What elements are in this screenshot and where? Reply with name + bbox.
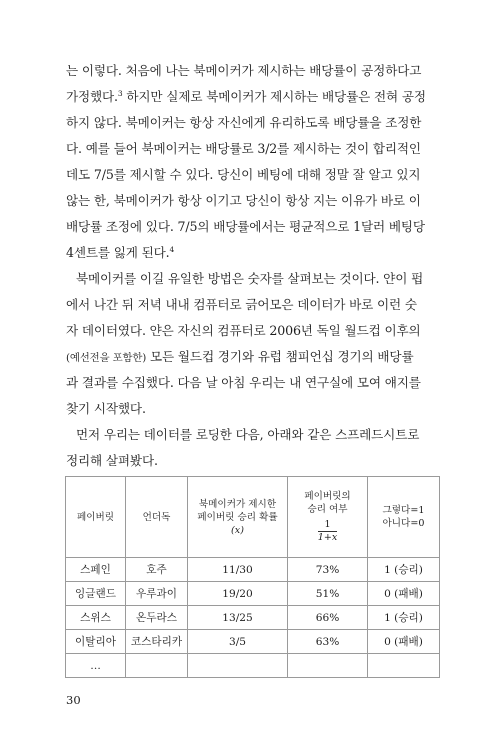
paragraph-3 [66,422,440,474]
header-odds: 북메이커가 제시한 페이버릿 승리 확률 (x) [188,477,288,558]
paragraph-2 [66,266,440,422]
text-line: 에서 나간 뒤 저녁 내내 컴퓨터로 긁어모은 데이터가 바로 이런 숫 [66,297,417,312]
cell-underdog: 코스타리카 [126,630,188,654]
fraction-formula: $\frac{1}{1+x}$ [317,519,338,543]
cell-probability: 66% [288,606,368,630]
cell-favorite: 스위스 [66,606,126,630]
table-row [66,558,440,582]
cell-probability: 73% [288,558,368,582]
header-outcome: 그렇다=1 아니다=0 [368,477,440,558]
table-row-ellipsis [66,654,440,678]
cell-underdog: 우루과이 [126,582,188,606]
cell-probability: 51% [288,582,368,606]
text-line: 데도 7/5를 제시할 수 있다. 당신이 베팅에 대해 정말 잘 알고 있지 [66,167,421,182]
table-row [66,630,440,654]
cell-underdog: 호주 [126,558,188,582]
odds-table [65,476,440,678]
text-line: 먼저 우리는 데이터를 로딩한 다음, 아래와 같은 스프레드시트로 [76,427,420,442]
text-line: (예선전을 포함한) 모든 월드컵 경기와 유럽 챔피언십 경기의 배당률 [66,349,414,364]
cell-odds: 13/25 [188,606,288,630]
page-number: 30 [66,693,81,707]
text-line: 자 데이터였다. 얀은 자신의 컴퓨터로 2006년 독일 월드컵 이후의 [66,323,421,338]
text-line: 하지 않다. 북메이커는 항상 자신에게 유리하도록 배당률을 조정한 [66,115,422,130]
text-line: 않는 한, 북메이커가 항상 이기고 당신이 항상 지는 이유가 바로 이 [66,193,421,208]
cell-odds: 3/5 [188,630,288,654]
cell-odds: 11/30 [188,558,288,582]
cell-odds: 19/20 [188,582,288,606]
cell-favorite: 이탈리아 [66,630,126,654]
cell-outcome: 1 (승리) [368,558,440,582]
cell-outcome: 1 (승리) [368,606,440,630]
header-favorite-win: 페이버릿의 승리 여부 $\frac{1}{1+x}$ [288,477,368,558]
text-line: 정리해 살펴봤다. [66,453,158,468]
footnote-ref[interactable]: 4 [169,245,175,254]
text-line: 4센트를 잃게 된다.$^4$ [66,245,175,260]
cell-favorite: 스페인 [66,558,126,582]
cell-outcome: 0 (패배) [368,582,440,606]
text-line: 북메이커를 이길 유일한 방법은 숫자를 살펴보는 것이다. 얀이 펍 [76,271,424,286]
cell-probability: 63% [288,630,368,654]
table-header-row [66,477,440,558]
header-favorite: 페이버릿 [66,477,126,558]
text-line: 가정했다.$^3$ 하지만 실제로 북메이커가 제시하는 배당률은 전혀 공정 [66,89,426,104]
cell-underdog: 온두라스 [126,606,188,630]
parenthetical-note: (예선전을 포함한) [66,352,147,364]
text-line: 찾기 시작했다. [66,401,146,416]
text-line: 과 결과를 수집했다. 다음 날 아침 우리는 내 연구실에 모여 얘지를 [66,375,421,390]
table-row [66,606,440,630]
footnote-ref[interactable]: 3 [117,89,123,98]
text-line: 다. 예를 들어 북메이커는 배당률로 3/2를 제시하는 것이 합리적인 [66,141,421,156]
text-line: 는 이렇다. 처음에 나는 북메이커가 제시하는 배당률이 공정하다고 [66,63,422,78]
cell-ellipsis: … [66,654,126,678]
table-row [66,582,440,606]
header-underdog: 언더독 [126,477,188,558]
paragraph-1 [66,58,440,266]
text-line: 배당률 조정에 있다. 7/5의 배당률에서는 평균적으로 1달러 베팅당 [66,219,425,234]
cell-outcome: 0 (패배) [368,630,440,654]
cell-favorite: 잉글랜드 [66,582,126,606]
